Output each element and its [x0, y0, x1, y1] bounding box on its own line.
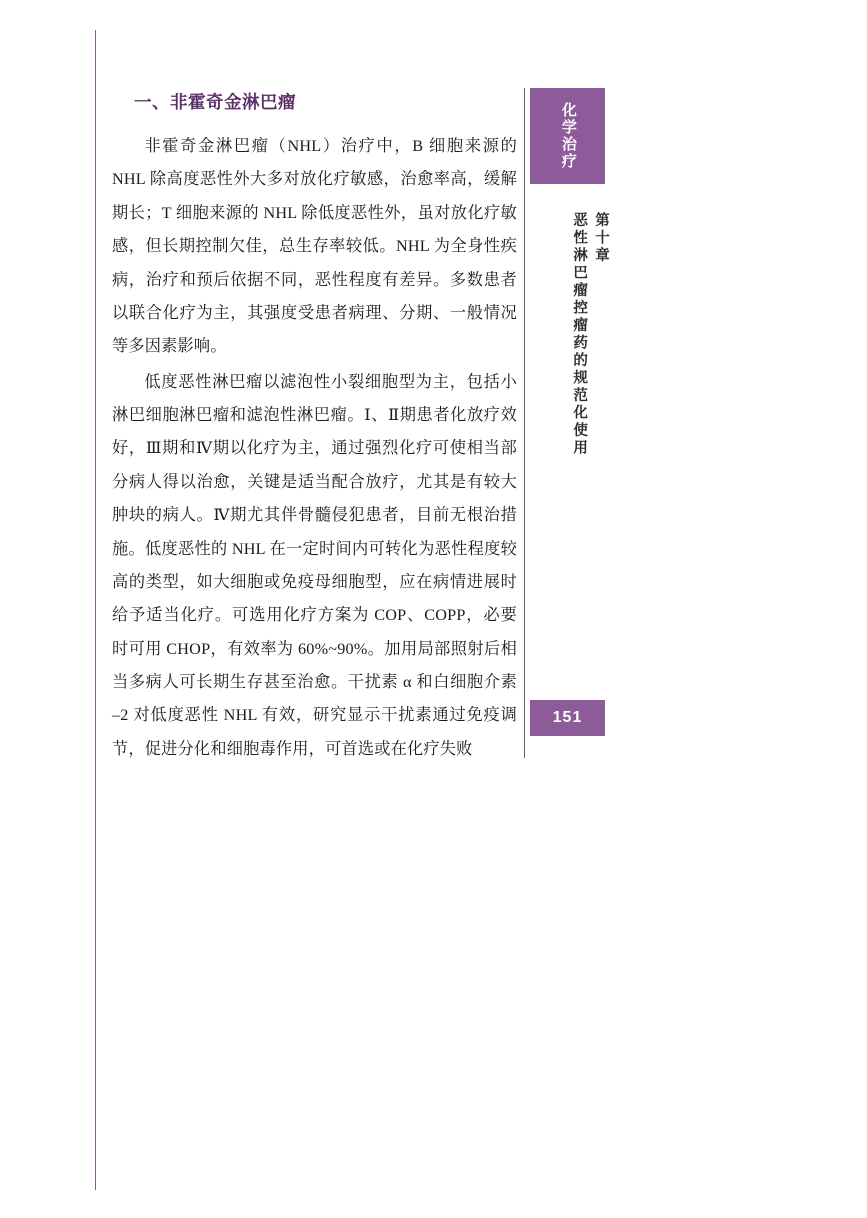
side-tab [530, 88, 605, 184]
side-tab-label: 化学治疗 [559, 102, 576, 170]
main-text-column [112, 88, 517, 768]
section-heading: 一、非霍奇金淋巴瘤 [134, 92, 296, 112]
left-vertical-rule [95, 30, 96, 1190]
chapter-title-label: 恶性淋巴瘤控瘤药的规范化使用 [571, 212, 588, 457]
chapter-number-label: 第十章 [593, 212, 609, 265]
chapter-marker [528, 212, 608, 642]
page-number: 151 [530, 700, 605, 736]
right-vertical-rule [524, 88, 525, 758]
body-paragraph: 低度恶性淋巴瘤以滤泡性小裂细胞型为主，包括小淋巴细胞淋巴瘤和滤泡性淋巴瘤。Ⅰ、Ⅱ期患者化放疗效好，Ⅲ期和Ⅳ期以化疗为主，通过强烈化疗可使相当部分病人得以治愈，关键是适当配合放疗，尤其是有较大肿块的病人。Ⅳ期尤其伴骨髓侵犯患者，目前无根治措施。低度恶性的 NHL 在一定时间内可转化为恶性程度较高的类型，如大细胞或免疫母细胞型，应在病情进展时给予适当化疗。可选用化疗方案为 COP、COPP，必要时可用 CHOP，有效率为 60%~90%。加用局部照射后相当多病人可长期生存甚至治愈。干扰素 α 和白细胞介素 –2 对低度恶性 NHL 有效，研究显示干扰素通过免疫调节，促进分化和细胞毒作用，可首选或在化疗失败 [112, 372, 517, 758]
body-paragraph: 非霍奇金淋巴瘤（NHL）治疗中，B 细胞来源的 NHL 除高度恶性外大多对放化疗敏感，治愈率高，缓解期长；T 细胞来源的 NHL 除低度恶性外，虽对放化疗敏感，但长期控制欠佳，总生存率较低。NHL 为全身性疾病，治疗和预后依据不同，恶性程度有差异。多数患者以联合化疗为主，其强度受患者病理、分期、一般情况等多因素影响。 [112, 137, 517, 356]
